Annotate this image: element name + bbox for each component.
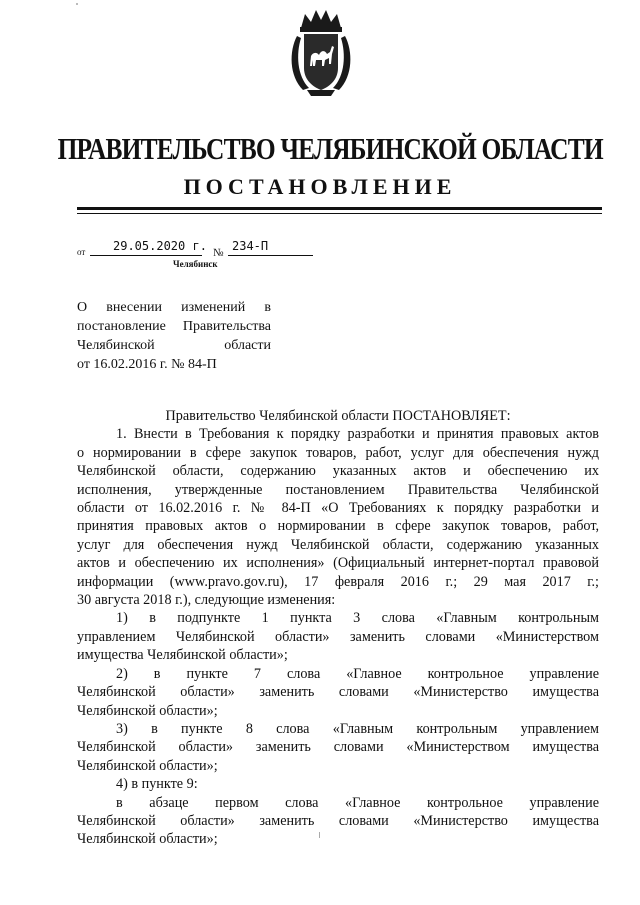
scan-speck	[76, 3, 78, 5]
body-line: Челябинской области» заменить словами «Министерством имущества	[77, 739, 599, 756]
body-line: 1. Внести в Требования к порядку разработки и принятия правовых актов	[116, 426, 599, 443]
city-name: Челябинск	[173, 259, 218, 269]
body-line: имущества Челябинской области»;	[77, 647, 288, 664]
body-line: информации (www.pravo.gov.ru), 17 февраля 2016 г.; 29 мая 2017 г.;	[77, 573, 599, 590]
body-line: 4) в пункте 9:	[116, 776, 198, 793]
body-line: Челябинской области»;	[77, 702, 218, 719]
header-rule-thick	[77, 207, 602, 210]
body-line: актов и обеспечению их исполнения» (Официальный интернет-портал правовой	[77, 555, 599, 572]
body-line: принятия правовых актов о нормировании в сфере закупок товаров, работ,	[77, 518, 599, 535]
body-line: Челябинской области» заменить словами «Министерство имущества	[77, 812, 599, 829]
document-type: ПОСТАНОВЛЕНИЕ	[183, 174, 457, 199]
body-line: области от 16.02.2016 г. № 84-П «О Требованиях к порядку разработки и	[77, 500, 599, 517]
body-line: 30 августа 2018 г.), следующие изменения:	[77, 592, 336, 609]
body-line: исполнения, утвержденные постановлением Правительства Челябинской	[77, 481, 599, 498]
document-title: ПРАВИТЕЛЬСТВО ЧЕЛЯБИНСКОЙ ОБЛАСТИ	[57, 131, 603, 166]
document-date: 29.05.2020 г.	[113, 239, 207, 253]
body-line: о нормировании в сфере закупок товаров, работ, услуг для обеспечения нужд	[77, 444, 599, 461]
subject-line: от 16.02.2016 г. № 84-П	[77, 357, 217, 372]
subject-line: Челябинской области	[77, 338, 271, 353]
subject-line: постановление Правительства	[77, 319, 271, 334]
coat-of-arms-emblem	[287, 6, 355, 98]
document-number: 234-П	[232, 239, 269, 253]
body-line: Челябинской области»;	[77, 831, 218, 848]
scan-speck	[319, 832, 320, 838]
date-underline	[90, 255, 202, 256]
body-line: 3) в пункте 8 слова «Главным контрольным управлением	[116, 720, 599, 737]
document-subject	[77, 298, 271, 374]
date-label: от	[77, 247, 86, 257]
body-line: в абзаце первом слова «Главное контрольное управление	[116, 794, 599, 811]
body-line: управлением Челябинской области» заменить словами «Министерством	[77, 628, 599, 645]
body-line: 2) в пункте 7 слова «Главное контрольное управление	[116, 665, 599, 682]
subject-line: О внесении изменений в	[77, 300, 271, 315]
number-label: №	[213, 247, 224, 259]
body-line: Челябинской области, содержанию указанных актов и обеспечению их	[77, 463, 599, 480]
body-line: 1) в подпункте 1 пункта 3 слова «Главным контрольным	[116, 610, 599, 627]
header-rule-thin	[77, 213, 602, 214]
preamble: Правительство Челябинской области ПОСТАНОВЛЯЕТ:	[165, 408, 511, 424]
number-underline	[228, 255, 313, 256]
body-line: Челябинской области»;	[77, 757, 218, 774]
body-line: Челябинской области» заменить словами «Министерство имущества	[77, 684, 599, 701]
document-body	[77, 407, 599, 849]
body-line: услуг для обеспечения нужд Челябинской области, содержанию указанных	[77, 536, 599, 553]
